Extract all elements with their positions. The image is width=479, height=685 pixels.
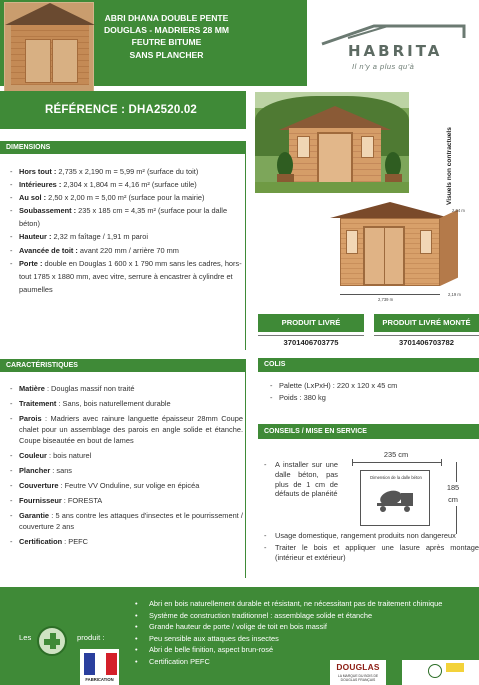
list-item: • Abri de belle finition, aspect brun-rosé	[134, 644, 479, 656]
caracteristiques-border	[245, 372, 246, 578]
douglas-logo-subtitle: LA MARQUE DU BOIS DE DOUGLAS FRANÇAIS	[337, 674, 379, 682]
list-item: • Certification PEFC	[134, 656, 479, 668]
list-item: - Poids : 380 kg	[264, 392, 397, 404]
list-item: - Hauteur : 2,32 m faîtage / 1,91 m paroi	[0, 230, 243, 243]
list-item: - Au sol : 2,50 x 2,00 m = 5,00 m² (surface pour la mairie)	[0, 191, 243, 204]
slab-height-label: 185 cm	[446, 483, 460, 504]
footer-les: Les	[19, 633, 32, 642]
produit-livre-header: PRODUIT LIVRÉ	[258, 314, 364, 332]
list-item: • Système de construction traditionnel : assemblage solide et étanche	[134, 610, 479, 622]
slab-width-line	[352, 462, 442, 463]
concrete-slab-diagram	[360, 470, 430, 526]
dimensions-border	[245, 154, 246, 350]
pefc-certification-icon	[402, 660, 479, 685]
french-flag-icon	[80, 649, 119, 685]
douglas-logo	[330, 660, 386, 685]
colis-heading: COLIS	[258, 358, 479, 372]
title-line-3: FEUTRE BITUME	[131, 37, 202, 48]
list-item: - Matière : Douglas massif non traité	[0, 383, 243, 394]
habrita-logo	[318, 24, 468, 74]
produit-livre-monte-code: 3701406703782	[374, 335, 479, 348]
concrete-mixer-icon	[373, 487, 417, 513]
caracteristiques-list	[0, 383, 243, 551]
list-item: - Garantie : 5 ans contre les attaques d'insectes et le pourrissement / couverture 2 ans	[0, 510, 243, 532]
list-item: - Palette (LxPxH) : 220 x 120 x 45 cm	[264, 380, 397, 392]
list-item: • Abri en bois naturellement durable et résistant, ne nécessitant pas de traitement chimique	[134, 598, 479, 610]
dimensions-list	[0, 165, 243, 296]
footer-produit: produit :	[77, 633, 105, 642]
produit-livre-code: 3701406703775	[258, 335, 364, 348]
list-item: - Fournisseur : FORESTA	[0, 495, 243, 506]
logo-tagline: Il n'y a plus qu'à	[352, 62, 415, 71]
dimensions-heading: DIMENSIONS	[0, 141, 246, 154]
title-line-2: DOUGLAS - MADRIERS 28 MM	[103, 25, 230, 36]
reference-bar: RÉFÉRENCE : DHA2520.02	[0, 91, 246, 129]
list-item: - Traitement : Sans, bois naturellement durable	[0, 398, 243, 409]
title-line-1: ABRI DHANA DOUBLE PENTE	[104, 13, 229, 23]
shed-thumbnail-image	[4, 2, 94, 94]
advantages-list	[134, 598, 479, 668]
colis-list	[264, 380, 397, 404]
header	[0, 0, 307, 91]
shed-technical-drawing	[300, 196, 470, 308]
list-item: - Avancée de toit : avant 220 mm / arrière 70 mm	[0, 244, 243, 257]
list-item: - A installer sur une dalle béton, pas plus de 1 cm de défauts de planéité	[258, 460, 338, 499]
conseils-heading: CONSEILS / MISE EN SERVICE	[258, 424, 479, 439]
list-item: - Traiter le bois et appliquer une lasure après montage (intérieur et extérieur)	[258, 543, 479, 563]
produit-livre-monte-header: PRODUIT LIVRÉ MONTÉ	[374, 314, 479, 332]
drawing-width-label: 2,739 m	[378, 297, 394, 302]
list-item: - Usage domestique, rangement produits non dangereux	[258, 531, 479, 541]
installation-note	[258, 460, 338, 499]
slab-label: Dimension de la dalle béton	[370, 475, 422, 480]
list-item: - Soubassement : 235 x 185 cm = 4,35 m² (surface pour la dalle béton)	[0, 204, 243, 230]
list-item: - Parois : Madriers avec rainure languette épaisseur 28mm Coupe chalet pour un assemblage des parois en angle solide et étanche. Coupe biseautée en bout de lames	[0, 413, 243, 446]
list-item: - Couverture : Feutre VV Onduline, sur volige en épicéa	[0, 480, 243, 491]
list-item: - Porte : double en Douglas 1 600 x 1 790 mm sans les cadres, hors-tout 1785 x 1880 mm, avec vitre, serrure à encastrer à cylindre et paumelles	[0, 257, 243, 296]
slab-width-label: 235 cm	[383, 450, 409, 459]
douglas-logo-text: DOUGLAS	[336, 662, 380, 672]
caracteristiques-heading: CARACTÉRISTIQUES	[0, 359, 246, 372]
list-item: - Hors tout : 2,735 x 2,190 m = 5,99 m² (surface du toit)	[0, 165, 243, 178]
list-item: - Intérieures : 2,304 x 1,804 m = 4,16 m² (surface utile)	[0, 178, 243, 191]
drawing-height-label: 2,64 m	[452, 208, 465, 213]
list-item: • Peu sensible aux attaques des insectes	[134, 633, 479, 645]
drawing-depth-label: 2,19 m	[448, 292, 461, 297]
title-line-4: SANS PLANCHER	[129, 49, 204, 60]
plus-icon	[37, 626, 67, 656]
flag-label: FABRICATION	[85, 677, 114, 682]
list-item: - Couleur : bois naturel	[0, 450, 243, 461]
visuels-note: Visuels non contractuels	[446, 127, 453, 205]
logo-name: HABRITA	[348, 42, 443, 60]
list-item: - Certification : PEFC	[0, 536, 243, 547]
list-item: • Grande hauteur de porte / volige de toit en bois massif	[134, 621, 479, 633]
list-item: - Plancher : sans	[0, 465, 243, 476]
shed-photo	[255, 92, 409, 193]
conseils-list	[258, 531, 479, 564]
